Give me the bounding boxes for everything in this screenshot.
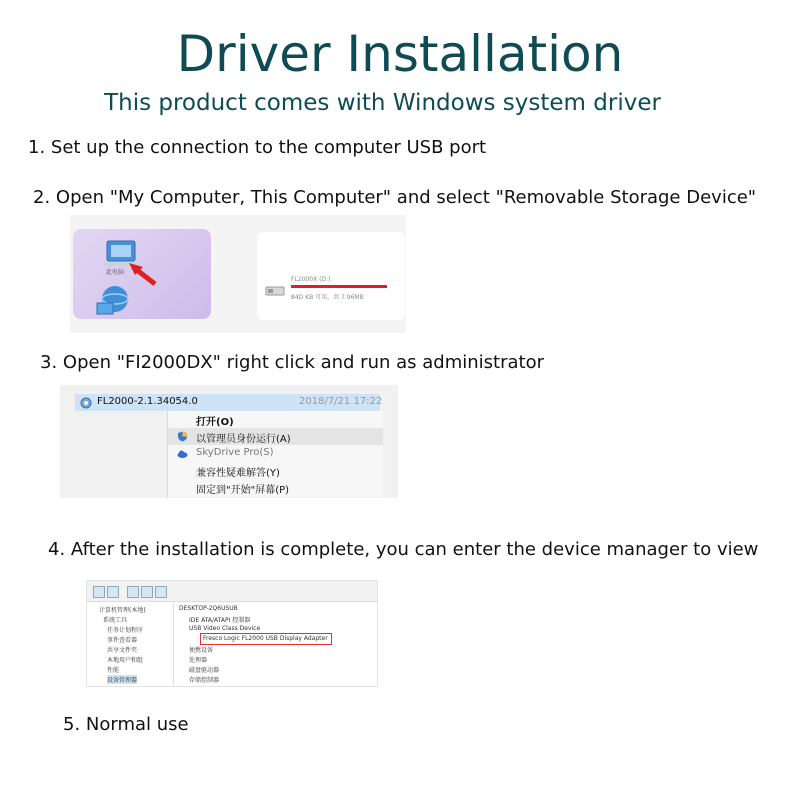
usb-drive-icon [265, 284, 285, 298]
screenshot-context-menu [60, 385, 398, 498]
shield-icon [177, 431, 188, 442]
computer-label: 此电脑 [106, 269, 125, 276]
menu-item-skydrive[interactable] [168, 445, 383, 462]
tree-item[interactable]: 共享文件夹 [107, 647, 138, 654]
menu-item-label: 以管理员身份运行(A) [196, 434, 291, 445]
tree-item[interactable]: 事件查看器 [107, 637, 138, 644]
forward-icon[interactable] [107, 586, 119, 598]
step-1: 1. Set up the connection to the computer USB port [28, 137, 487, 158]
menu-item-compatibility[interactable] [168, 462, 383, 479]
back-icon[interactable] [93, 586, 105, 598]
menu-item-label: 固定到"开始"屏幕(P) [196, 485, 290, 496]
page-title: Driver Installation [176, 25, 624, 83]
drive-name: FL2000X (D:) [291, 276, 331, 283]
toolbar [87, 581, 377, 602]
cloud-icon [177, 448, 188, 459]
tree-item[interactable]: 本地用户和组 [107, 657, 144, 664]
tree-item[interactable]: 存储控制器 [189, 677, 220, 684]
console-tree [87, 602, 174, 686]
screenshot-my-computer [70, 215, 406, 333]
menu-item-label: 打开(O) [196, 417, 234, 428]
drive-size: 84D KB 可用，共 7.96MB [291, 294, 364, 301]
context-menu [167, 411, 383, 497]
tree-item[interactable]: IDE ATA/ATAPI 控制器 [189, 617, 251, 624]
tree-item-fl2000-adapter[interactable]: Fresco Logic FL2000 USB Display Adapter [203, 635, 328, 642]
tree-item[interactable]: 任务计划程序 [107, 627, 144, 634]
tree-root[interactable]: DESKTOP-2Q6USUB [179, 605, 238, 612]
menu-item-label: 兼容性疑难解答(Y) [196, 468, 280, 479]
device-tree [175, 602, 375, 686]
step-4: 4. After the installation is complete, you can enter the device manager to view [48, 539, 759, 560]
step-5: 5. Normal use [63, 714, 189, 735]
file-date: 2018/7/21 17:22 [299, 396, 383, 407]
screenshot-device-manager [86, 580, 378, 687]
tree-item[interactable]: 系统工具 [103, 617, 128, 624]
tree-item[interactable]: 性能 [107, 667, 120, 674]
tree-item[interactable]: 便携设备 [189, 647, 214, 654]
tree-item[interactable]: 磁盘驱动器 [189, 667, 220, 674]
page-subtitle: This product comes with Windows system driver [104, 90, 661, 116]
menu-item-run-as-admin[interactable] [168, 428, 383, 445]
desktop-panel [73, 229, 211, 319]
help-icon[interactable] [141, 586, 153, 598]
computer-icon [73, 229, 211, 319]
menu-item-pin-start[interactable] [168, 479, 383, 496]
tree-item[interactable]: 处理器 [189, 657, 208, 664]
step-2: 2. Open "My Computer, This Computer" and select "Removable Storage Device" [33, 187, 757, 208]
file-row[interactable] [75, 394, 383, 411]
menu-item-label: SkyDrive Pro(S) [196, 447, 274, 458]
properties-icon[interactable] [127, 586, 139, 598]
highlight-box [200, 633, 332, 645]
installer-icon [79, 396, 93, 410]
step-3: 3. Open "FI2000DX" right click and run as administrator [40, 352, 544, 373]
tree-item[interactable]: 计算机管理(本地) [99, 607, 146, 614]
drive-usage-bar [291, 285, 387, 288]
tree-item-device-manager[interactable]: 设备管理器 [107, 677, 138, 684]
tree-item[interactable]: USB Video Class Device [189, 625, 261, 632]
drive-panel[interactable] [257, 232, 405, 320]
view-icon[interactable] [155, 586, 167, 598]
file-name: FL2000-2.1.34054.0 [97, 396, 198, 407]
menu-item-open[interactable] [168, 411, 383, 428]
